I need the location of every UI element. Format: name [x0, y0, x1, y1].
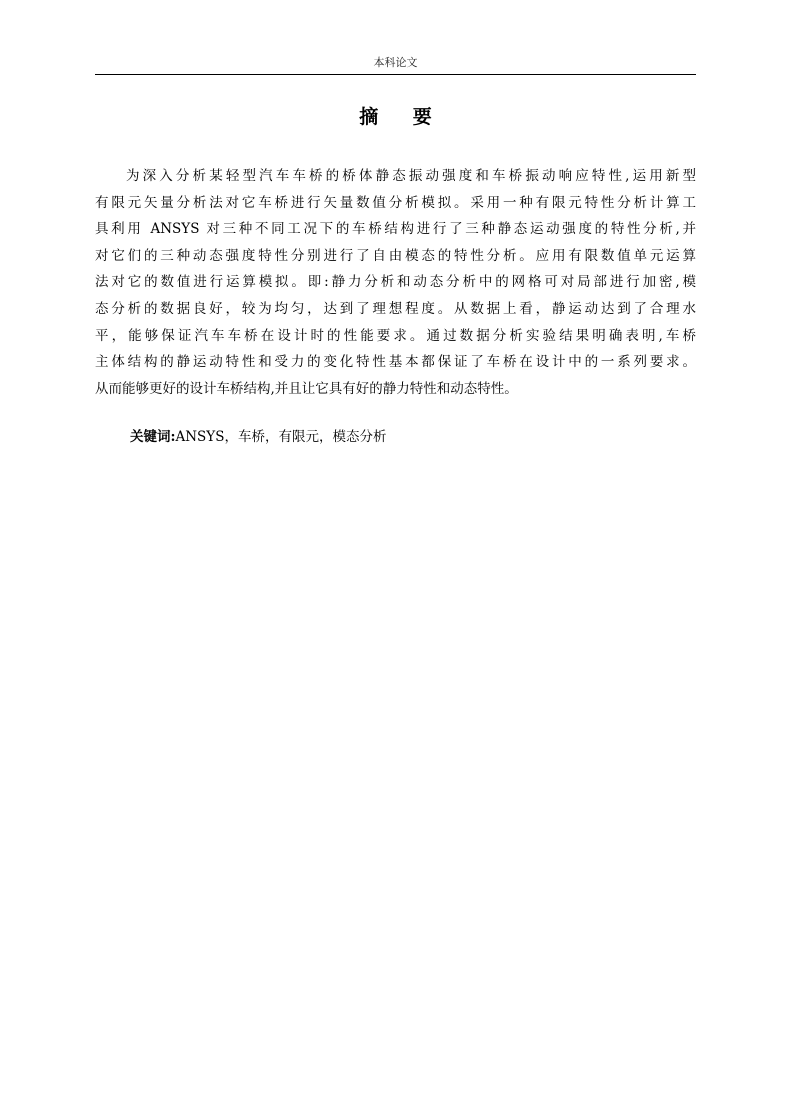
- abstract-line: 有限元矢量分析法对它车桥进行矢量数值分析模拟。采用一种有限元特性分析计算工: [95, 194, 696, 211]
- header-rule: [95, 74, 696, 75]
- abstract-line: 对它们的三种动态强度特性分别进行了自由模态的特性分析。应用有限数值单元运算: [95, 247, 696, 264]
- keywords-label: 关键词:: [130, 429, 176, 445]
- abstract-line: 具利用 ANSYS 对三种不同工况下的车桥结构进行了三种静态运动强度的特性分析,并: [95, 221, 696, 238]
- keywords: [130, 427, 386, 447]
- running-header: 本科论文: [373, 56, 418, 69]
- abstract-line: 法对它的数值进行运算模拟。即:静力分析和动态分析中的网格可对局部进行加密,模: [95, 274, 696, 291]
- abstract-line: 为深入分析某轻型汽车车桥的桥体静态振动强度和车桥振动响应特性,运用新型: [126, 168, 696, 184]
- abstract-line: 平，能够保证汽车车桥在设计时的性能要求。通过数据分析实验结果明确表明,车桥: [95, 327, 696, 344]
- abstract-line: 态分析的数据良好，较为均匀，达到了理想程度。从数据上看，静运动达到了合理水: [95, 300, 696, 317]
- abstract-line: 从而能够更好的设计车桥结构,并且让它具有好的静力特性和动态特性。: [95, 380, 518, 397]
- abstract-paragraph: [95, 163, 696, 402]
- keywords-value: ANSYS，车桥，有限元，模态分析: [175, 429, 387, 445]
- abstract-title: 摘 要: [359, 106, 446, 128]
- abstract-line: 主体结构的静运动特性和受力的变化特性基本都保证了车桥在设计中的一系列要求。: [95, 354, 696, 371]
